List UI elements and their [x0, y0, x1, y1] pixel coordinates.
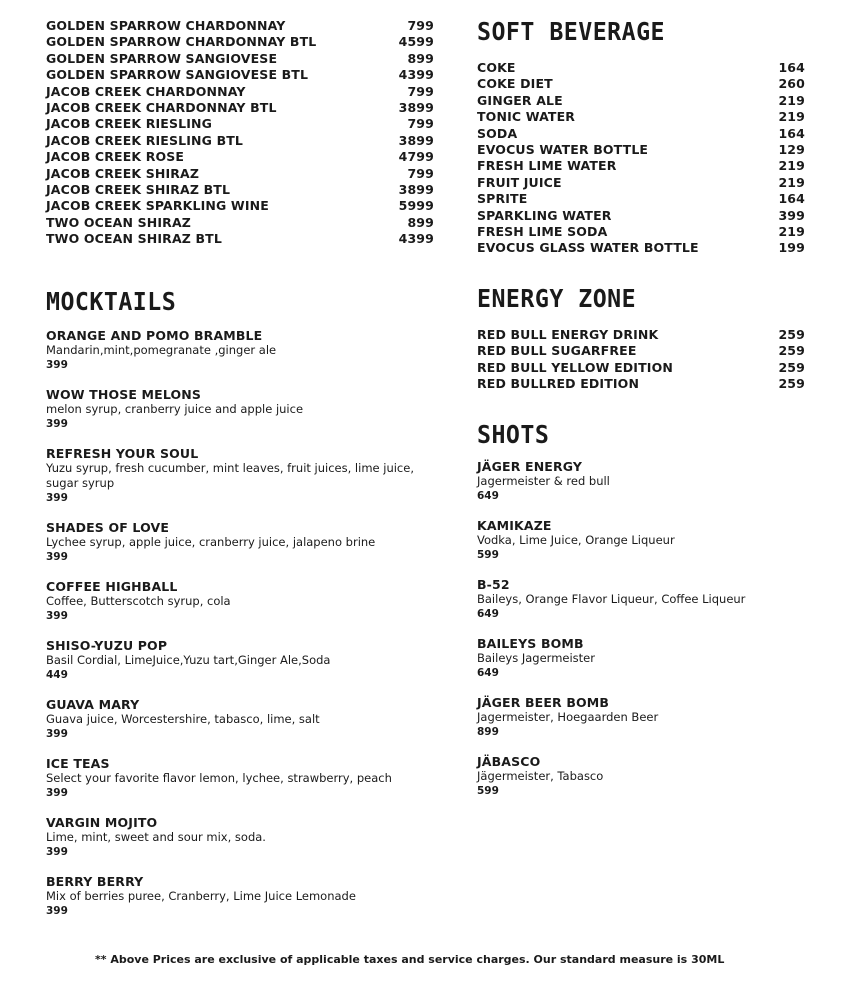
item-description: Baileys Jagermeister: [477, 650, 595, 665]
item-description: Yuzu syrup, fresh cucumber, mint leaves, fruit juices, lime juice, sugar syrup: [46, 460, 414, 490]
mocktails-list: [46, 328, 434, 919]
item-name: COKE: [477, 60, 516, 75]
item-description: melon syrup, cranberry juice and apple juice: [46, 401, 304, 416]
item-name: WOW THOSE MELONS: [46, 386, 202, 402]
item-price: 399: [46, 904, 68, 917]
item-price: 259: [778, 343, 805, 359]
item-description: Jagermeister & red bull: [477, 473, 610, 488]
item-name: KAMIKAZE: [477, 517, 552, 533]
item-price: 219: [778, 224, 805, 240]
price-row: [477, 60, 805, 76]
item-name: REFRESH YOUR SOUL: [46, 445, 199, 461]
item-name: SPRITE: [477, 191, 528, 207]
item-name: B-52: [477, 576, 510, 592]
price-row: [46, 116, 434, 132]
shots-list: [477, 459, 805, 799]
item-name: JACOB CREEK SHIRAZ: [46, 165, 200, 181]
price-row: [477, 360, 805, 376]
item-name: GUAVA MARY: [46, 696, 140, 712]
item-price: 219: [778, 92, 805, 108]
item-name: JACOB CREEK SHIRAZ BTL: [46, 182, 231, 198]
item-name: TWO OCEAN SHIRAZ BTL: [46, 231, 222, 247]
item-price: 649: [477, 489, 499, 502]
item-price: 399: [46, 727, 68, 740]
item-name: SHISO-YUZU POP: [46, 637, 168, 653]
energy-zone-title: ENERGY ZONE: [477, 283, 637, 313]
item-name: TWO OCEAN SHIRAZ: [46, 214, 191, 230]
menu-item: [46, 697, 434, 742]
menu-item: [477, 636, 805, 681]
item-name: COKE DIET: [477, 76, 553, 92]
item-name: JÄGER ENERGY: [477, 458, 583, 474]
item-price: 164: [778, 191, 805, 207]
price-row: [46, 215, 434, 231]
energy-zone-list: [477, 327, 805, 393]
item-name: RED BULLRED EDITION: [477, 376, 640, 392]
item-name: JACOB CREEK RIESLING BTL: [46, 132, 244, 148]
price-row: [46, 133, 434, 149]
item-price: 799: [407, 18, 434, 33]
item-name: VARGIN MOJITO: [46, 814, 158, 830]
price-row: [46, 84, 434, 100]
item-name: RED BULL YELLOW EDITION: [477, 359, 673, 375]
item-price: 4399: [398, 67, 434, 83]
item-name: SPARKLING WATER: [477, 207, 612, 223]
menu-item: [46, 815, 434, 860]
item-price: 219: [778, 174, 805, 190]
item-price: 649: [477, 666, 499, 679]
item-price: 399: [778, 207, 805, 223]
item-name: EVOCUS WATER BOTTLE: [477, 142, 649, 158]
item-description: Mandarin,mint,pomegranate ,ginger ale: [46, 342, 277, 357]
item-price: 3899: [398, 132, 434, 148]
price-row: [46, 51, 434, 67]
item-price: 799: [407, 116, 434, 132]
item-description: Baileys, Orange Flavor Liqueur, Coffee Liqueur: [477, 591, 746, 606]
price-row: [477, 93, 805, 109]
item-name: COFFEE HIGHBALL: [46, 578, 178, 594]
price-row: [46, 198, 434, 214]
item-name: ORANGE AND POMO BRAMBLE: [46, 327, 263, 343]
price-row: [477, 109, 805, 125]
item-price: 164: [778, 60, 805, 75]
item-description: Jägermeister, Tabasco: [477, 768, 604, 783]
menu-item: [46, 387, 434, 432]
price-row: [46, 100, 434, 116]
menu-item: [46, 874, 434, 919]
price-row: [46, 166, 434, 182]
soft-beverage-list: [477, 60, 805, 257]
item-name: GOLDEN SPARROW CHARDONNAY BTL: [46, 34, 317, 50]
item-description: Guava juice, Worcestershire, tabasco, lime, salt: [46, 711, 320, 726]
item-price: 4599: [398, 34, 434, 50]
item-price: 219: [778, 109, 805, 125]
item-name: RED BULL ENERGY DRINK: [477, 326, 659, 342]
menu-item: [46, 446, 434, 506]
left-column: [46, 18, 434, 933]
menu-item: [477, 459, 805, 504]
price-row: [46, 231, 434, 247]
item-price: 5999: [398, 198, 434, 214]
price-row: [477, 126, 805, 142]
item-description: Mix of berries puree, Cranberry, Lime Juice Lemonade: [46, 888, 356, 903]
item-price: 399: [46, 550, 68, 563]
item-price: 399: [46, 417, 68, 430]
price-row: [477, 376, 805, 392]
item-description: Lime, mint, sweet and sour mix, soda.: [46, 829, 266, 844]
item-price: 799: [407, 165, 434, 181]
price-row: [477, 191, 805, 207]
menu-item: [46, 756, 434, 801]
menu-item: [477, 695, 805, 740]
price-row: [46, 34, 434, 50]
item-name: FRESH LIME WATER: [477, 158, 617, 174]
price-row: [477, 343, 805, 359]
item-description: Select your favorite flavor lemon, lychee, strawberry, peach: [46, 770, 392, 785]
item-price: 449: [46, 668, 68, 681]
item-price: 399: [46, 491, 68, 504]
item-price: 399: [46, 609, 68, 622]
item-name: JACOB CREEK CHARDONNAY BTL: [46, 100, 277, 116]
item-name: EVOCUS GLASS WATER BOTTLE: [477, 240, 699, 256]
item-name: TONIC WATER: [477, 109, 576, 125]
item-price: 399: [46, 358, 68, 371]
menu-item: [477, 754, 805, 799]
item-description: Basil Cordial, LimeJuice,Yuzu tart,Ginger Ale,Soda: [46, 652, 331, 667]
item-name: FRUIT JUICE: [477, 174, 562, 190]
item-name: GOLDEN SPARROW SANGIOVESE: [46, 50, 278, 66]
item-price: 199: [778, 240, 805, 256]
item-name: JACOB CREEK SPARKLING WINE: [46, 198, 269, 214]
item-price: 799: [407, 83, 434, 99]
item-name: FRESH LIME SODA: [477, 224, 608, 240]
item-price: 129: [778, 142, 805, 158]
item-price: 899: [477, 725, 499, 738]
item-description: Vodka, Lime Juice, Orange Liqueur: [477, 532, 675, 547]
item-price: 599: [477, 548, 499, 561]
price-row: [477, 76, 805, 92]
item-description: Jagermeister, Hoegaarden Beer: [477, 709, 659, 724]
item-price: 3899: [398, 100, 434, 116]
item-name: JACOB CREEK RIESLING: [46, 116, 213, 132]
item-description: Lychee syrup, apple juice, cranberry juice, jalapeno brine: [46, 534, 376, 549]
item-name: GINGER ALE: [477, 92, 563, 108]
wine-list: [46, 18, 434, 248]
item-name: BERRY BERRY: [46, 873, 144, 889]
price-row: [46, 67, 434, 83]
price-row: [477, 142, 805, 158]
item-price: 259: [778, 376, 805, 392]
item-name: ICE TEAS: [46, 755, 110, 771]
item-price: 219: [778, 158, 805, 174]
price-row: [46, 149, 434, 165]
item-price: 899: [407, 50, 434, 66]
price-row: [477, 240, 805, 256]
item-price: 259: [778, 326, 805, 342]
price-row: [477, 208, 805, 224]
item-price: 599: [477, 784, 499, 797]
menu-item: [477, 518, 805, 563]
soft-beverage-title: SOFT BEVERAGE: [477, 17, 666, 46]
item-name: BAILEYS BOMB: [477, 635, 584, 651]
item-price: 899: [407, 214, 434, 230]
menu-item: [477, 577, 805, 622]
item-price: 164: [778, 125, 805, 141]
item-name: JÄBASCO: [477, 753, 541, 769]
menu-item: [46, 328, 434, 373]
price-row: [477, 158, 805, 174]
right-column: [477, 18, 805, 813]
menu-item: [46, 520, 434, 565]
item-price: 259: [778, 359, 805, 375]
item-price: 399: [46, 786, 68, 799]
item-name: GOLDEN SPARROW CHARDONNAY: [46, 18, 286, 33]
item-price: 4399: [398, 231, 434, 247]
item-name: GOLDEN SPARROW SANGIOVESE BTL: [46, 67, 309, 83]
menu-item: [46, 638, 434, 683]
item-price: 260: [778, 76, 805, 92]
item-price: 399: [46, 845, 68, 858]
price-row: [477, 327, 805, 343]
price-row: [46, 18, 434, 34]
item-name: JACOB CREEK ROSE: [46, 149, 185, 165]
price-row: [477, 175, 805, 191]
mocktails-title: MOCKTAILS: [46, 286, 177, 316]
item-price: 3899: [398, 182, 434, 198]
shots-title: SHOTS: [477, 419, 550, 449]
price-row: [477, 224, 805, 240]
menu-item: [46, 579, 434, 624]
item-price: 649: [477, 607, 499, 620]
item-name: SODA: [477, 125, 518, 141]
item-name: JACOB CREEK CHARDONNAY: [46, 83, 246, 99]
price-row: [46, 182, 434, 198]
item-name: SHADES OF LOVE: [46, 519, 170, 535]
footer-note: ** Above Prices are exclusive of applicable taxes and service charges. Our standard measure is 30ML: [95, 953, 725, 966]
item-name: JÄGER BEER BOMB: [477, 694, 610, 710]
item-description: Coffee, Butterscotch syrup, cola: [46, 593, 231, 608]
item-name: RED BULL SUGARFREE: [477, 343, 637, 359]
item-price: 4799: [398, 149, 434, 165]
